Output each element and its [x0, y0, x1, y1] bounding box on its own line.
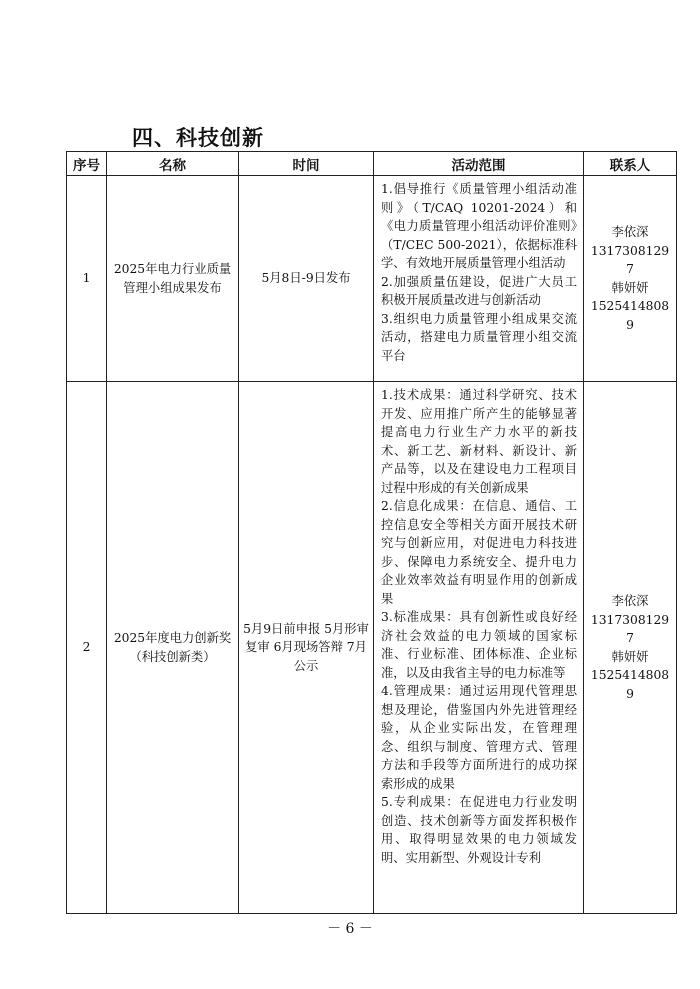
row-index: 1 [67, 176, 107, 382]
table-header-row [67, 152, 677, 176]
table-row [67, 176, 677, 382]
activity-time: 5月9日前申报 5月形审复审 6月现场答辩 7月公示 [239, 382, 374, 914]
contact-name: 韩妍妍 [611, 280, 649, 295]
column-header-index: 序号 [67, 152, 107, 176]
contact-name: 李依深 [611, 594, 649, 608]
contact-name: 韩妍妍 [611, 649, 649, 664]
activity-time: 5月8日-9日发布 [239, 176, 374, 382]
contact-phone: 15254148089 [590, 299, 670, 332]
page-number: － 6 － [327, 921, 373, 937]
scope-item: 2.信息化成果：在信息、通信、工控信息安全等相关方面开展技术研究与创新应用，对促进电力科技进步、保障电力系统安全、提升电力企业效率效益有明显作用的创新成果 [381, 499, 577, 606]
contact-cell [584, 382, 677, 914]
scope-item: 5.专利成果：在促进电力行业发明创造、技术创新等方面发挥积极作用、取得明显效果的电力领域发明、实用新型、外观设计专利 [381, 795, 577, 865]
contact-phone: 13173081297 [590, 612, 670, 645]
scope-item: 4.管理成果：通过运用现代管理思想及理论，借鉴国内外先进管理经验，从企业实际出发，在管理理念、组织与制度、管理方式、管理方法和手段等方面所进行的成功探索形成的成果 [381, 684, 577, 791]
scope-item: 1.倡导推行《质量管理小组活动准则》（T/CAQ 10201-2024）和《电力质量管理小组活动评价准则》（T/CEC 500-2021），依据标准科学、有效地开展质量管理小组活动 [381, 182, 577, 270]
scope-item: 3.标准成果：具有创新性或良好经济社会效益的电力领域的国家标准、行业标准、团体标准、企业标准，以及由我省主导的电力标准等 [381, 610, 577, 680]
activity-table [66, 151, 677, 914]
activity-scope [374, 382, 584, 914]
activity-scope [374, 176, 584, 382]
column-header-name: 名称 [107, 152, 239, 176]
column-header-contact: 联系人 [584, 152, 677, 176]
scope-item: 2.加强质量伍建设，促进广大员工积极开展质量改进与创新活动 [381, 274, 577, 307]
section-heading: 四、科技创新 [132, 126, 264, 150]
contact-phone: 13173081297 [590, 243, 670, 276]
table-row [67, 382, 677, 914]
row-index: 2 [67, 382, 107, 914]
column-header-time: 时间 [239, 152, 374, 176]
contact-cell [584, 176, 677, 382]
activity-name: 2025年度电力创新奖（科技创新类） [107, 382, 239, 914]
contact-phone: 15254148089 [590, 668, 670, 701]
activity-name: 2025年电力行业质量管理小组成果发布 [107, 176, 239, 382]
column-header-scope: 活动范围 [374, 152, 584, 176]
contact-name: 李依深 [611, 225, 649, 239]
scope-item: 3.组织电力质量管理小组成果交流活动，搭建电力质量管理小组交流平台 [381, 311, 577, 363]
scope-item: 1.技术成果：通过科学研究、技术开发、应用推广所产生的能够显著提高电力行业生产力水平的新技术、新工艺、新材料、新设计、新产品等，以及在建设电力工程项目过程中形成的有关创新成果 [381, 388, 577, 495]
